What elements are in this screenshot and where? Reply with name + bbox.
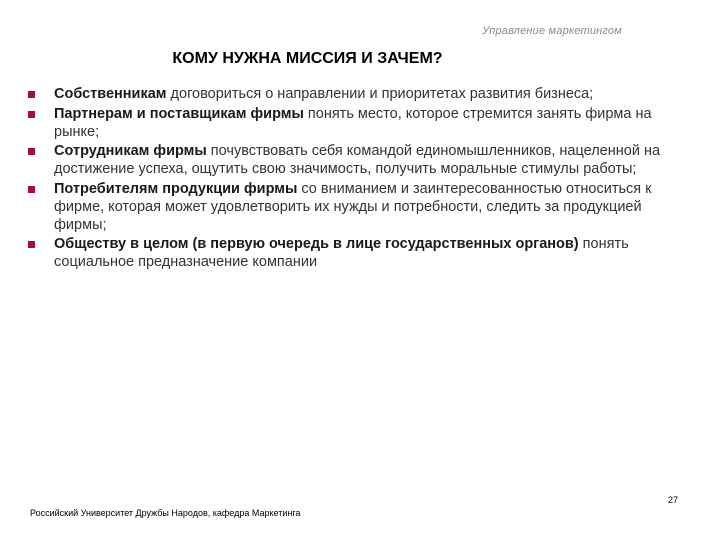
footer-institution: Российский Университет Дружбы Народов, кафедра Маркетинга bbox=[30, 508, 301, 518]
square-bullet-icon bbox=[28, 241, 35, 248]
bullet-text: договориться о направлении и приоритетах развития бизнеса; bbox=[166, 86, 594, 102]
bullet-text: понять место, которое стремится занять фирма на рынке; bbox=[54, 105, 652, 140]
bullet-item-consumers bbox=[28, 181, 698, 234]
page-number: 27 bbox=[667, 495, 678, 505]
course-title: Управление маркетингом bbox=[482, 25, 622, 37]
slide-title: КОМУ НУЖНА МИССИЯ И ЗАЧЕМ? bbox=[172, 50, 443, 67]
bullet-lead: Сотрудникам фирмы bbox=[54, 143, 207, 160]
bullet-item-partners bbox=[28, 106, 698, 142]
bullet-lead: Обществу в целом (в первую очередь в лице государственных органов) bbox=[54, 236, 579, 253]
bullet-item-employees bbox=[28, 143, 698, 179]
square-bullet-icon bbox=[28, 148, 35, 155]
bullet-item-owners bbox=[28, 86, 698, 104]
bullet-item-society bbox=[28, 236, 698, 272]
square-bullet-icon bbox=[28, 91, 35, 98]
square-bullet-icon bbox=[28, 111, 35, 118]
bullet-text: понять социальное предназначение компании bbox=[54, 236, 629, 271]
bullet-lead: Собственникам bbox=[54, 86, 167, 102]
bullet-lead: Партнерам и поставщикам фирмы bbox=[54, 105, 304, 122]
bullet-text: почувствовать себя командой единомышленников, нацеленной на достижение успеха, ощутить свою значимость, получить моральные стимулы работы; bbox=[54, 143, 661, 178]
bullet-text: со вниманием и заинтересованностью относиться к фирме, которая может удовлетворить их нужды и потребности, следить за продукцией фирмы; bbox=[54, 180, 652, 233]
square-bullet-icon bbox=[28, 186, 35, 193]
bullet-lead: Потребителям продукции фирмы bbox=[54, 180, 298, 197]
bullet-list bbox=[28, 86, 698, 274]
